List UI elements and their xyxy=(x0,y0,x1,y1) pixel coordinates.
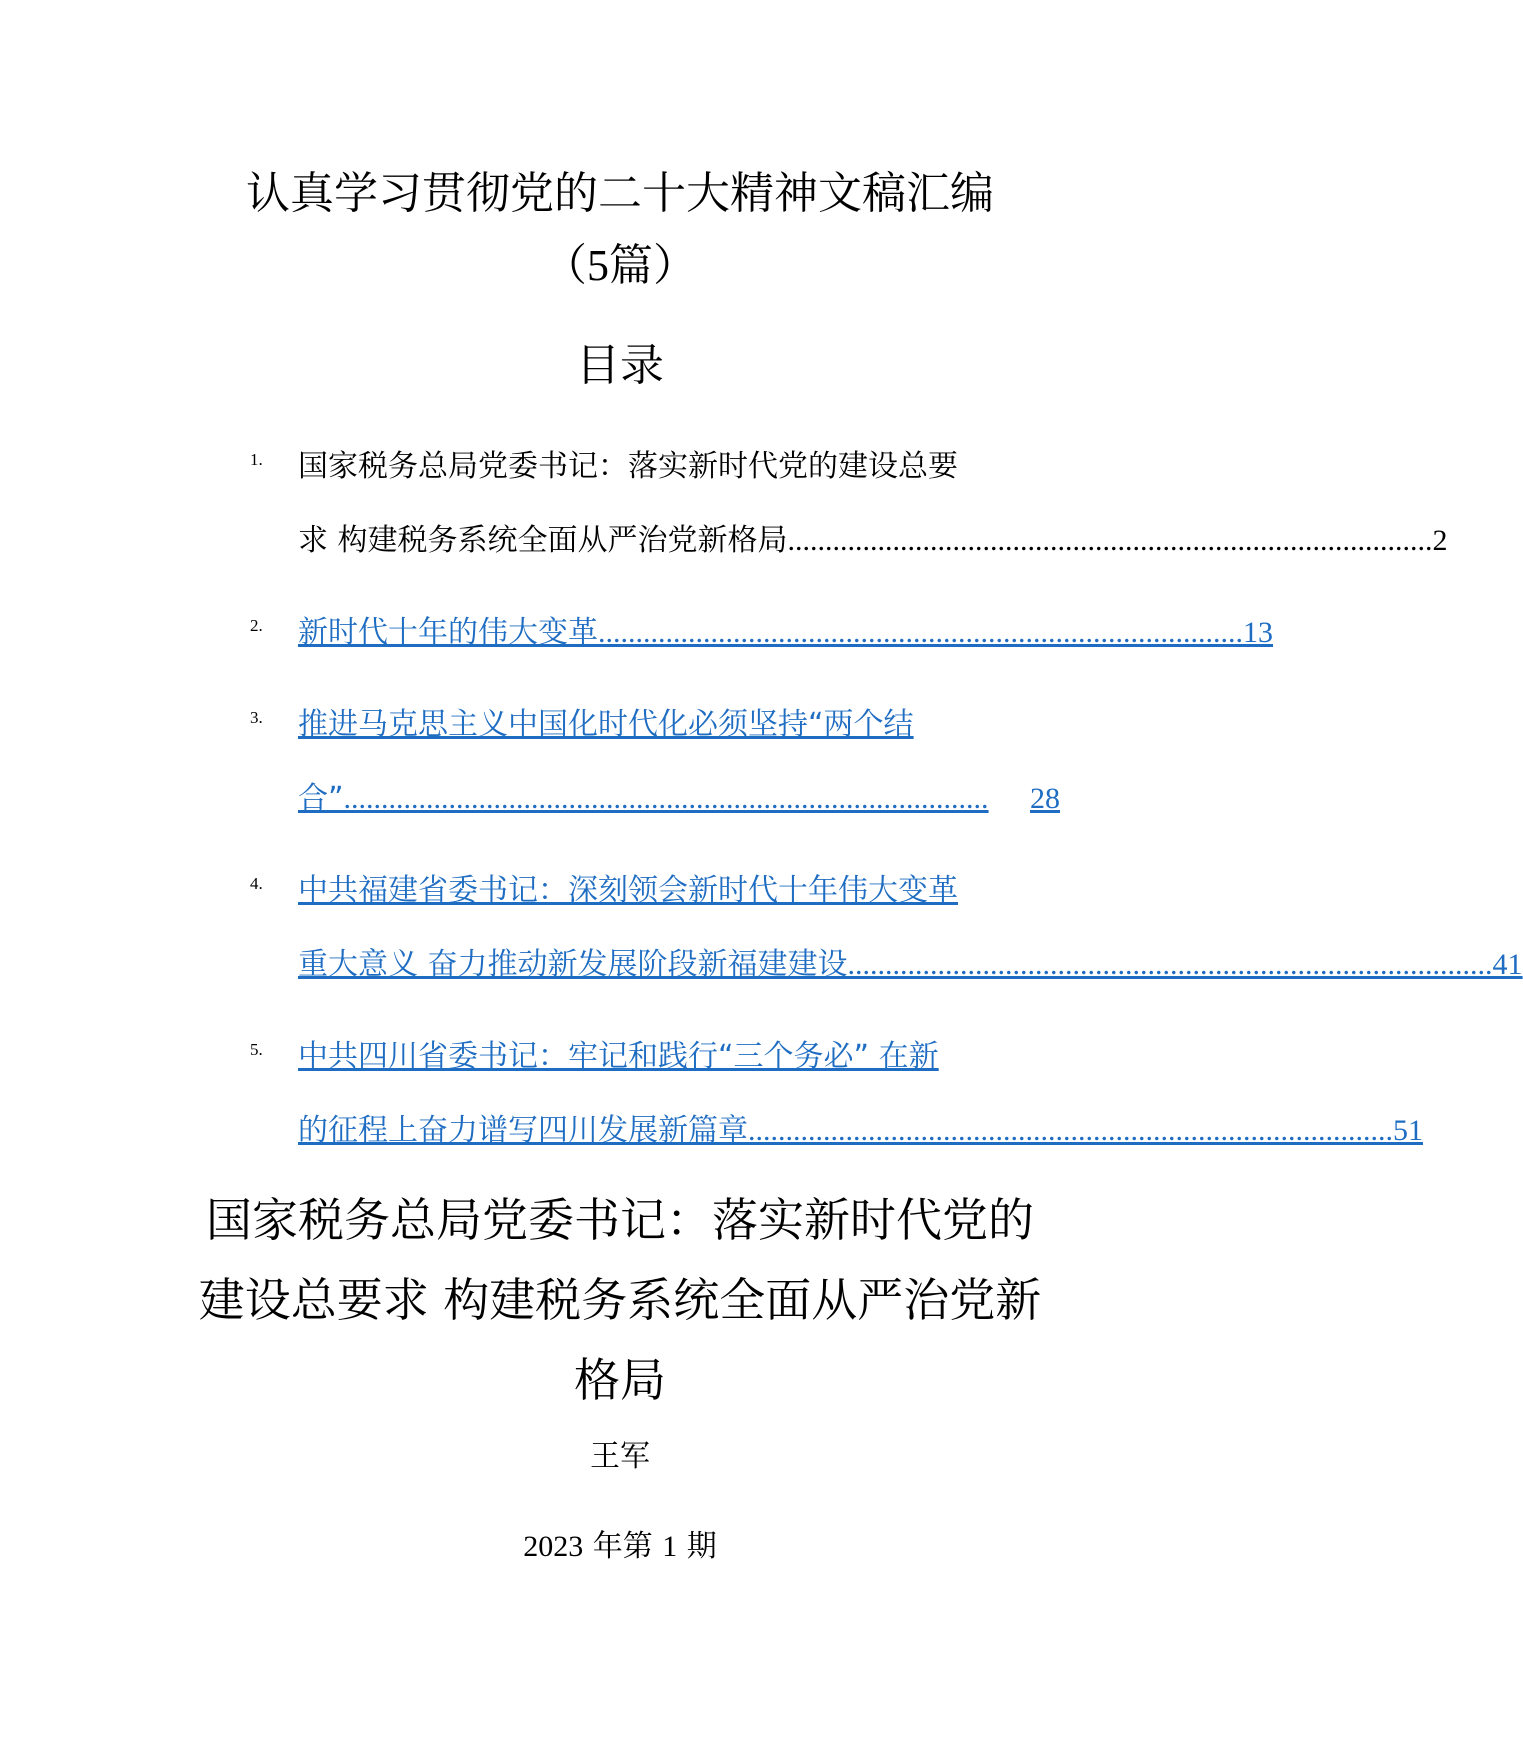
table-of-contents xyxy=(250,430,1523,1186)
toc-item-title-line-1: 中共四川省委书记：牢记和践行“三个务必” 在新 xyxy=(298,1039,939,1074)
toc-item-page: 28 xyxy=(1030,782,1060,815)
toc-item-entry[interactable] xyxy=(298,430,1448,578)
toc-item-1[interactable] xyxy=(250,430,1448,578)
issue-year: 2023 xyxy=(523,1530,584,1563)
toc-item-5[interactable] xyxy=(250,1020,1423,1168)
toc-item-title-line-1: 新时代十年的伟大变革 xyxy=(298,615,598,650)
document-title xyxy=(0,158,1240,302)
toc-item-3[interactable] xyxy=(250,688,1060,836)
article-title xyxy=(0,1180,1240,1420)
article-title-line-1: 国家税务总局党委书记：落实新时代党的 xyxy=(206,1193,1034,1247)
toc-item-link[interactable] xyxy=(298,596,1273,670)
paren-close: ） xyxy=(653,240,697,291)
toc-item-link[interactable] xyxy=(298,1020,1423,1168)
article-count: 5 xyxy=(587,241,609,290)
toc-item-title-line-2: 求 构建税务系统全面从严治党新格局 xyxy=(298,523,788,558)
article-title-line-3: 格局 xyxy=(574,1353,666,1407)
toc-item-title-line-2: 合” xyxy=(298,781,344,816)
toc-leader-dots: ...................................................................................... xyxy=(787,524,1433,557)
toc-item-number: 2. xyxy=(250,616,263,635)
issue-suffix: 期 xyxy=(677,1529,717,1564)
article-count-unit: 篇 xyxy=(609,240,653,291)
issue-number: 1 xyxy=(662,1530,678,1563)
article-title-line-2: 建设总要求 构建税务系统全面从严治党新 xyxy=(198,1273,1042,1327)
toc-leader-dots: ...................................................................................... xyxy=(343,782,989,815)
toc-item-page: 2 xyxy=(1432,524,1448,557)
toc-item-title-line-1: 中共福建省委书记：深刻领会新时代十年伟大变革 xyxy=(298,873,958,908)
paren-open: （ xyxy=(543,240,587,291)
article-author: 王军 xyxy=(590,1439,650,1474)
toc-item-number: 5. xyxy=(250,1040,263,1059)
toc-item-title-line-1: 推进马克思主义中国化时代化必须坚持“两个结 xyxy=(298,707,914,742)
toc-item-2[interactable] xyxy=(250,596,1273,670)
toc-item-link[interactable] xyxy=(298,854,1523,1002)
article-issue xyxy=(0,1527,1240,1567)
toc-item-page: 41 xyxy=(1492,948,1523,981)
document-title-line-2 xyxy=(0,230,1240,302)
toc-item-number: 1. xyxy=(250,450,263,469)
toc-item-number: 4. xyxy=(250,874,263,893)
toc-item-title-line-1: 国家税务总局党委书记：落实新时代党的建设总要 xyxy=(298,449,958,484)
toc-leader-dots: ...................................................................................... xyxy=(748,1114,1393,1147)
toc-heading: 目录 xyxy=(576,340,664,391)
toc-leader-dots: ...................................................................................... xyxy=(598,616,1243,649)
toc-item-title-line-2: 重大意义 奋力推动新发展阶段新福建建设 xyxy=(298,947,848,982)
toc-item-number: 3. xyxy=(250,708,263,727)
toc-item-page: 51 xyxy=(1393,1114,1423,1147)
toc-leader-dots: ...................................................................................... xyxy=(847,948,1493,981)
toc-item-page: 13 xyxy=(1243,616,1273,649)
toc-item-link[interactable] xyxy=(298,688,1060,836)
document-title-line-1: 认真学习贯彻党的二十大精神文稿汇编 xyxy=(246,168,994,219)
issue-year-suffix: 年第 xyxy=(583,1529,663,1564)
toc-item-4[interactable] xyxy=(250,854,1523,1002)
toc-item-title-line-2: 的征程上奋力谱写四川发展新篇章 xyxy=(298,1113,748,1148)
